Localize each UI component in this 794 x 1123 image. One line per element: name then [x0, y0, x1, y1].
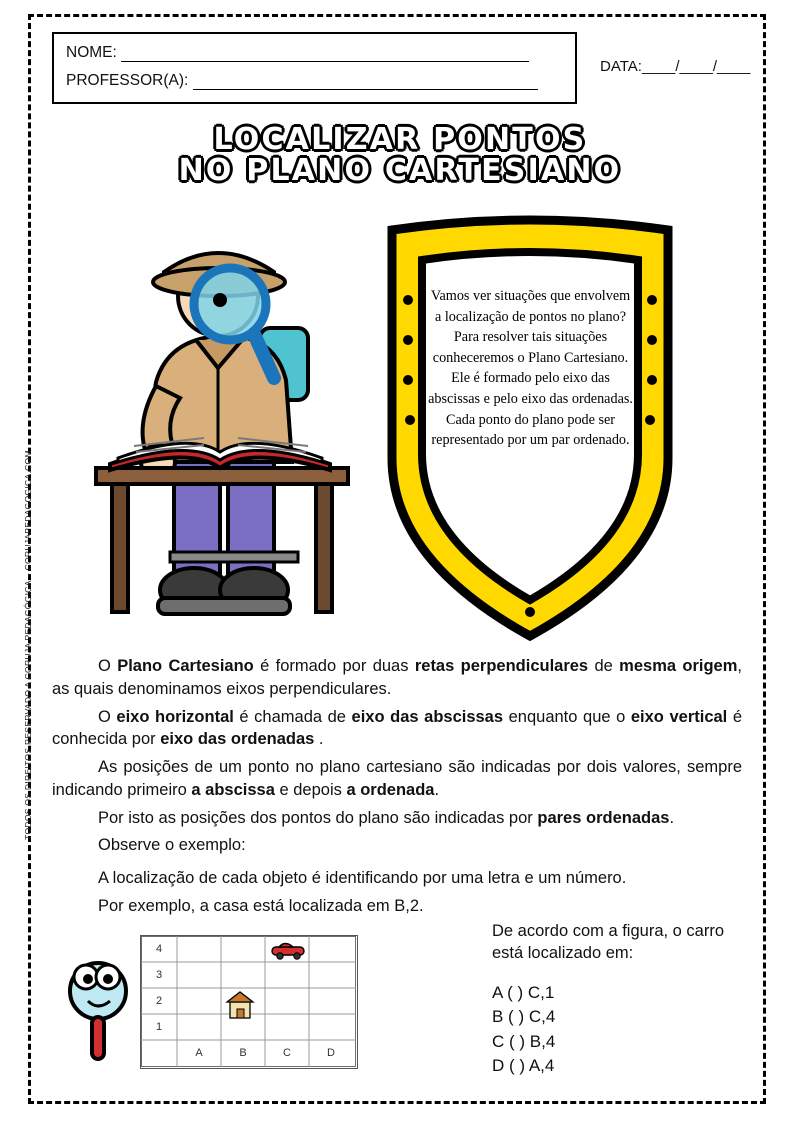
copyright-text: TODOS OS DIREITOS RESERVADO A CORUJA PEDAGÓGICA – CORUJAPEDAGOGICA.COM — [23, 450, 33, 840]
p2-seg-a: O — [98, 707, 117, 726]
p3-seg-a: As posições de um ponto no plano cartesiano são indicadas por dois valores, sempre indicando primeiro — [52, 758, 742, 799]
grid-row-label-1: 1 — [155, 1021, 163, 1033]
question-prompt: De acordo com a figura, o carro está localizado em: — [492, 922, 725, 963]
grid-col-label-c: C — [283, 1047, 291, 1059]
question-block — [492, 920, 742, 1079]
p2-seg-e: é conhecida por — [52, 707, 743, 749]
magnifier-svg — [58, 955, 138, 1065]
p2-seg-b2: eixo das abscissas — [351, 707, 504, 726]
name-field-row — [66, 44, 529, 62]
option-d[interactable]: D ( ) A,4 — [492, 1056, 555, 1076]
teacher-label: PROFESSOR(A): — [66, 72, 189, 89]
page-title — [175, 122, 625, 188]
paragraph-7: Por exemplo, a casa está localizada em B,2. — [98, 896, 424, 915]
p3-seg-c: e depois — [274, 780, 347, 799]
p3-seg-b2: a ordenada — [346, 780, 435, 799]
info-shield — [370, 208, 690, 648]
p1-seg-c: é formado por duas — [253, 657, 415, 675]
option-a[interactable]: A ( ) C,1 — [492, 982, 555, 1002]
date-field[interactable]: DATA:____/____/____ — [600, 58, 751, 75]
p2-seg-b3: eixo vertical — [630, 707, 728, 726]
paragraph-3 — [52, 756, 742, 802]
coordinate-grid-figure — [140, 935, 358, 1069]
p3-seg-b1: a abscissa — [191, 780, 275, 799]
name-label: NOME: — [66, 44, 117, 61]
grid-col-label-a: A — [195, 1047, 203, 1059]
p1-seg-b2: retas perpendiculares — [414, 657, 589, 675]
p2-seg-d: enquanto que o — [503, 707, 631, 726]
shield-paragraph: Vamos ver situações que envolvem a localização de pontos no plano? Para resolver tais situações conheceremos o Plano Cartesiano. Ele é formado pelo eixo das abscissas e pelo eixo das ordenadas. Cada ponto do plano pode ser representado por um par ordenado. — [428, 288, 633, 449]
p2-seg-b1: eixo horizontal — [116, 707, 234, 726]
student-info-box — [52, 32, 577, 104]
question-options — [492, 981, 742, 1080]
teacher-input-line[interactable] — [193, 76, 538, 90]
p4-seg-b1: pares ordenadas — [537, 808, 670, 827]
p3-seg-d: . — [434, 780, 440, 799]
p1-seg-b1: Plano Cartesiano — [117, 657, 254, 675]
grid-col-label-d: D — [327, 1047, 335, 1059]
car-sprite — [272, 944, 304, 960]
option-c[interactable]: C ( ) B,4 — [492, 1031, 556, 1051]
grid-col-label-b: B — [239, 1047, 247, 1059]
p2-seg-b4: eixo das ordenadas — [160, 730, 315, 749]
grid-row-label-3: 3 — [155, 969, 163, 981]
paragraph-1 — [52, 655, 742, 701]
paragraph-2 — [52, 706, 742, 752]
p2-seg-f: . — [314, 730, 324, 749]
house-sprite — [227, 992, 253, 1018]
p1-seg-a: O — [98, 657, 118, 675]
grid-row-label-2: 2 — [155, 995, 163, 1007]
p1-seg-b3: mesma origem — [619, 657, 738, 675]
p4-seg-a: Por isto as posições dos pontos do plano são indicadas por — [98, 808, 538, 827]
grid-row-label-4: 4 — [155, 943, 163, 955]
detective-illustration — [78, 200, 368, 650]
magnifier-doodle — [58, 955, 138, 1065]
paragraph-5: Observe o exemplo: — [98, 836, 246, 855]
p2-seg-c: é chamada de — [233, 707, 352, 726]
option-b[interactable]: B ( ) C,4 — [492, 1007, 556, 1027]
p4-seg-c: . — [669, 808, 675, 827]
p1-seg-e: , as quais denominamos eixos perpendiculares. — [52, 657, 742, 698]
teacher-field-row — [66, 72, 538, 90]
p1-seg-d: de — [588, 657, 620, 675]
title-line-1: LOCALIZAR PONTOS — [213, 122, 587, 157]
detective-svg — [78, 200, 368, 650]
paragraph-4 — [52, 807, 742, 830]
name-input-line[interactable] — [121, 48, 529, 62]
title-line-2: NO PLANO CARTESIANO — [178, 152, 622, 188]
lesson-body — [52, 655, 742, 923]
paragraph-6: A localização de cada objeto é identificando por uma letra e um número. — [98, 869, 627, 888]
